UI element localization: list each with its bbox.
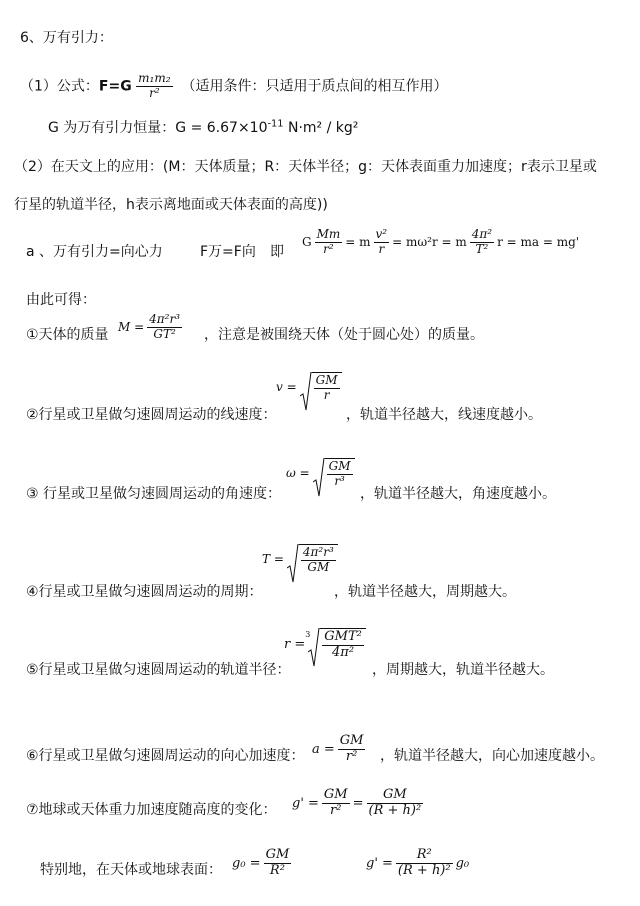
gravity-fraction	[136, 72, 172, 101]
item-2-formula	[276, 372, 342, 403]
item-5-post: ，周期越大，轨道半径越大。	[372, 662, 554, 678]
item-2-lhs: v =	[276, 380, 297, 395]
constant-line	[48, 118, 358, 138]
hence-text: 由此可得：	[26, 292, 96, 308]
special-g0-lhs: g₀ =	[232, 855, 261, 871]
application-line-1: （2）在天文上的应用：(M：天体质量；R：天体半径；g：天体表面重力加速度；r表示卫星或	[14, 159, 597, 175]
item-7-lhs: g' =	[292, 795, 319, 811]
special-pre: 特别地，在天体或地球表面：	[40, 862, 222, 878]
item-7-eq2-den: (R + h)²	[368, 802, 422, 818]
item-6-post: ，轨道半径越大，向心加速度越小。	[380, 748, 604, 764]
item-6-num: GM	[339, 733, 364, 748]
special-g0-formula	[232, 848, 291, 879]
item-4-num: 4π²r³	[302, 545, 334, 559]
item-a-text: a 、万有引力=向心力	[26, 244, 163, 260]
formula-line	[20, 72, 447, 101]
item-3-post: ，轨道半径越大，角速度越小。	[360, 486, 556, 502]
item-2-den: r	[323, 387, 330, 402]
special-gp-tail: g₀	[455, 855, 470, 871]
formula-condition: （适用条件：只适用于质点间的相互作用）	[181, 78, 448, 95]
item-6-den: r²	[345, 748, 358, 764]
special-g0-den: R²	[269, 862, 285, 878]
item-3-lhs: ω =	[286, 466, 310, 481]
item-1-post: ，注意是被围绕天体（处于圆心处）的质量。	[204, 327, 484, 343]
item-4-formula	[262, 544, 338, 575]
item-1-den: GT²	[153, 326, 176, 341]
special-gp-lhs: g' =	[366, 855, 393, 871]
item-a-ji: 即	[270, 244, 284, 260]
item-2-num: GM	[315, 373, 338, 387]
constant-text: G 为万有引力恒量：G = 6.67×10	[48, 120, 268, 136]
item-7-num: GM	[323, 787, 348, 802]
item-1-pre: ①天体的质量	[26, 327, 109, 343]
item-4-post: ，轨道半径越大，周期越大。	[334, 584, 516, 600]
special-gp-formula	[366, 848, 469, 879]
item-1-formula	[118, 313, 182, 342]
item-3-den: r³	[334, 473, 345, 488]
formula-prefix: F=G	[98, 78, 132, 95]
item-5-den: 4π²	[332, 644, 355, 660]
item-3-num: GM	[328, 459, 351, 473]
gravity-fraction-den: r²	[149, 85, 160, 100]
item-5-num: GMT²	[324, 629, 362, 644]
item-7-eq2-num: GM	[367, 788, 424, 804]
item-2-pre: ②行星或卫星做匀速圆周运动的线速度：	[26, 407, 277, 423]
item-5-pre: ⑤行星或卫星做匀速圆周运动的轨道半径：	[26, 662, 291, 678]
item-5-root-index: 3	[305, 630, 311, 639]
item-6-pre: ⑥行星或卫星做匀速圆周运动的向心加速度：	[26, 748, 305, 764]
item-7-pre: ⑦地球或天体重力加速度随高度的变化：	[26, 802, 277, 818]
special-gp-num: R²	[396, 848, 453, 864]
item-6-lhs: a =	[312, 741, 335, 757]
formula-label: （1）公式：	[20, 78, 99, 95]
item-3-formula	[286, 458, 355, 489]
item-6-formula	[312, 734, 365, 765]
item-1-num: 4π²r³	[149, 312, 181, 326]
item-5-formula	[284, 628, 366, 661]
constant-exponent: -11	[267, 118, 284, 130]
special-gp-den: (R + h)²	[397, 862, 451, 878]
item-3-pre: ③ 行星或卫星做匀速圆周运动的角速度：	[26, 486, 281, 502]
item-7-den: r²	[330, 802, 342, 818]
constant-unit: N·m² / kg²	[283, 120, 359, 136]
item-a-force: F万=F向	[200, 244, 256, 260]
item-5-lhs: r =	[284, 636, 306, 652]
gravity-fraction-num: m₁m₂	[138, 71, 171, 85]
section-heading: 6、万有引力：	[20, 30, 113, 46]
item-1-lhs: M =	[118, 320, 145, 335]
item-4-lhs: T =	[262, 552, 284, 567]
item-4-den: GM	[307, 559, 330, 574]
item-7-formula: g' = $\frac{GM}{\text{r²}}$ = $\frac{GM}{\text{(R + h)²}}$	[292, 787, 422, 818]
item-a-equation: G $\frac{Mm}{\text{r²}}$ = m $\frac{\text{v²}}{r}$ = mω²r = m $\frac{\text{4π²}}{\text{T²}}$ r = ma = mg'	[302, 227, 580, 256]
application-line-2: 行星的轨道半径，h表示离地面或天体表面的高度))	[14, 197, 328, 213]
special-g0-num: GM	[265, 847, 290, 862]
item-4-pre: ④行星或卫星做匀速圆周运动的周期：	[26, 584, 263, 600]
item-2-post: ，轨道半径越大，线速度越小。	[346, 407, 542, 423]
